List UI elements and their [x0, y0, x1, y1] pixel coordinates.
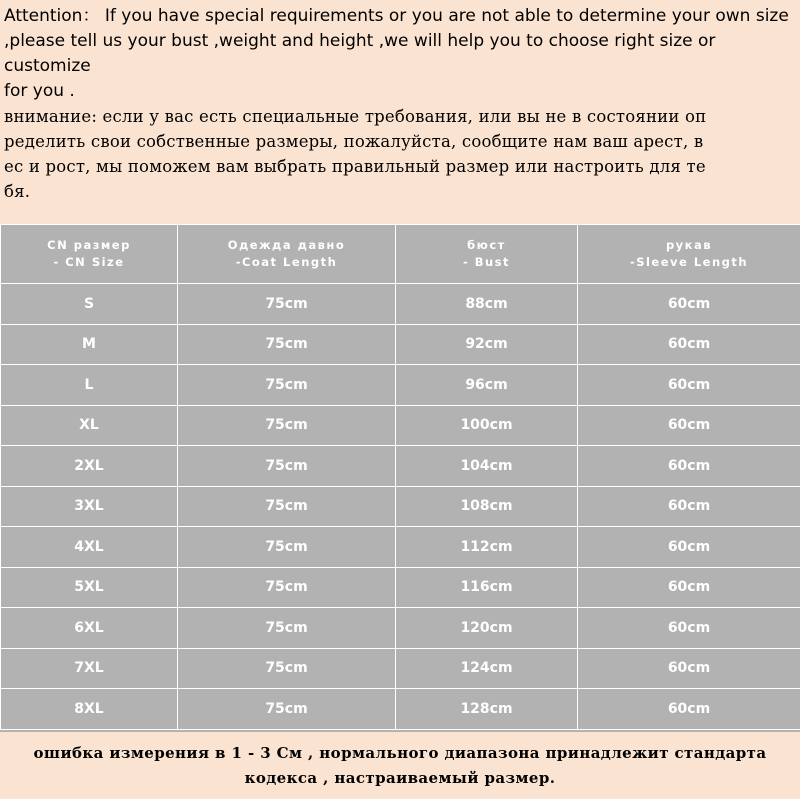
- cell-sleeve-length: 60cm: [578, 324, 800, 365]
- cell-sleeve-length: 60cm: [578, 689, 800, 730]
- cell-sleeve-length: 60cm: [578, 446, 800, 487]
- cell-bust: 108cm: [396, 486, 578, 527]
- cell-bust: 128cm: [396, 689, 578, 730]
- cell-coat-length: 75cm: [178, 446, 396, 487]
- table-header-row: [1, 225, 800, 284]
- cell-coat-length: 75cm: [178, 486, 396, 527]
- table-row: [1, 365, 800, 406]
- table-row: [1, 324, 800, 365]
- cell-coat-length: 75cm: [178, 689, 396, 730]
- notice-en-line: ,please tell us your bust ,weight and height ,we will help you to choose right size or customize: [4, 31, 716, 76]
- cell-bust: 104cm: [396, 446, 578, 487]
- cell-coat-length: 75cm: [178, 405, 396, 446]
- notice-ru-line: бя.: [4, 182, 31, 201]
- cell-size: 4XL: [1, 527, 178, 568]
- header-bust-ru: бюст: [467, 238, 506, 252]
- cell-size: S: [1, 284, 178, 325]
- cell-size: 2XL: [1, 446, 178, 487]
- cell-sleeve-length: 60cm: [578, 608, 800, 649]
- notice-ru-line: ределить свои собственные размеры, пожалуйста, сообщите нам ваш арест, в: [4, 132, 704, 151]
- table-row: [1, 689, 800, 730]
- header-bust-en: - Bust: [462, 255, 511, 269]
- cell-bust: 116cm: [396, 567, 578, 608]
- header-size-ru: CN размер: [47, 238, 131, 252]
- cell-size: L: [1, 365, 178, 406]
- header-coat-length-en: -Coat Length: [235, 255, 338, 269]
- cell-bust: 112cm: [396, 527, 578, 568]
- table-row: [1, 284, 800, 325]
- cell-bust: 96cm: [396, 365, 578, 406]
- notice-ru-line: ес и рост, мы поможем вам выбрать правильный размер или настроить для те: [4, 157, 706, 176]
- table-row: [1, 486, 800, 527]
- measurement-note-line: ошибка измерения в 1 - 3 См , нормального диапазона принадлежит стандарта: [33, 744, 767, 762]
- cell-size: 8XL: [1, 689, 178, 730]
- size-table-container: [0, 224, 800, 732]
- table-row: [1, 608, 800, 649]
- header-sleeve-length-en: -Sleeve Length: [629, 255, 749, 269]
- header-size: [1, 225, 178, 284]
- cell-coat-length: 75cm: [178, 284, 396, 325]
- notice-ru-line: внимание: если у вас есть специальные требования, или вы не в состоянии оп: [4, 107, 707, 126]
- cell-coat-length: 75cm: [178, 365, 396, 406]
- cell-coat-length: 75cm: [178, 324, 396, 365]
- cell-coat-length: 75cm: [178, 527, 396, 568]
- cell-sleeve-length: 60cm: [578, 567, 800, 608]
- notice-en-line: for you .: [4, 81, 75, 101]
- cell-sleeve-length: 60cm: [578, 405, 800, 446]
- cell-size: 3XL: [1, 486, 178, 527]
- header-coat-length: [178, 225, 396, 284]
- table-row: [1, 527, 800, 568]
- header-coat-length-ru: Одежда давно: [227, 238, 346, 252]
- header-sleeve-length: [578, 225, 800, 284]
- cell-size: 6XL: [1, 608, 178, 649]
- table-row: [1, 648, 800, 689]
- header-bust: [396, 225, 578, 284]
- cell-sleeve-length: 60cm: [578, 284, 800, 325]
- size-table: [0, 224, 800, 730]
- measurement-note-line: кодекса , настраиваемый размер.: [244, 769, 556, 787]
- cell-size: M: [1, 324, 178, 365]
- cell-size: XL: [1, 405, 178, 446]
- table-row: [1, 567, 800, 608]
- cell-bust: 92cm: [396, 324, 578, 365]
- cell-size: 7XL: [1, 648, 178, 689]
- cell-sleeve-length: 60cm: [578, 648, 800, 689]
- cell-bust: 124cm: [396, 648, 578, 689]
- notice-en-line: Attention： If you have special requirements or you are not able to determine your own size: [4, 6, 789, 26]
- cell-coat-length: 75cm: [178, 567, 396, 608]
- table-row: [1, 446, 800, 487]
- header-size-en: - CN Size: [53, 255, 125, 269]
- measurement-note: [0, 732, 800, 799]
- header-sleeve-length-ru: рукав: [665, 238, 713, 252]
- cell-bust: 100cm: [396, 405, 578, 446]
- cell-bust: 88cm: [396, 284, 578, 325]
- attention-notice: [0, 0, 800, 224]
- cell-bust: 120cm: [396, 608, 578, 649]
- table-row: [1, 405, 800, 446]
- cell-size: 5XL: [1, 567, 178, 608]
- cell-coat-length: 75cm: [178, 648, 396, 689]
- cell-sleeve-length: 60cm: [578, 486, 800, 527]
- cell-sleeve-length: 60cm: [578, 527, 800, 568]
- cell-sleeve-length: 60cm: [578, 365, 800, 406]
- cell-coat-length: 75cm: [178, 608, 396, 649]
